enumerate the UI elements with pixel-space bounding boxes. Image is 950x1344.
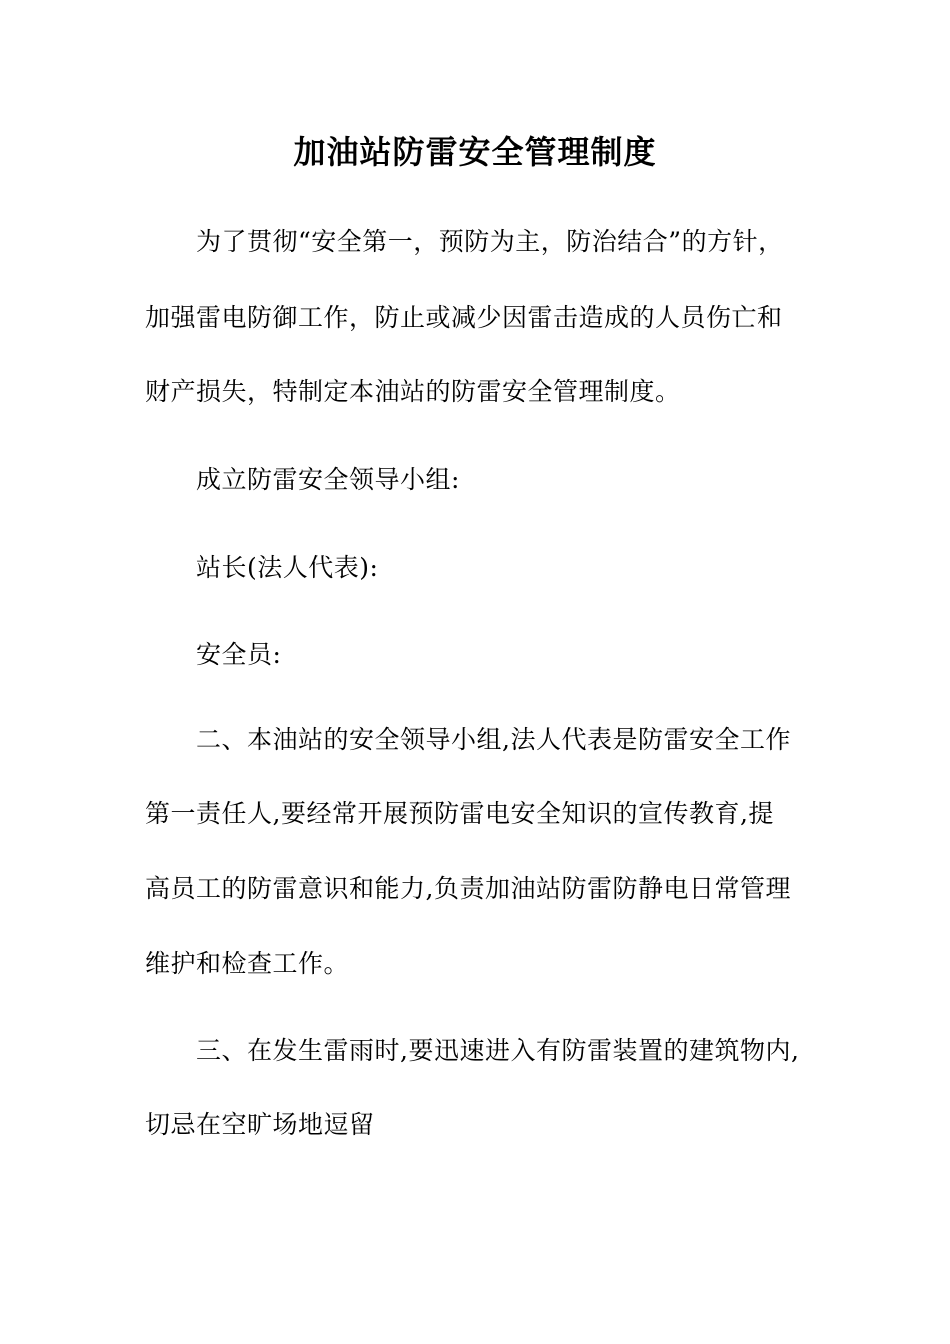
paragraph-line: 为了贯彻“安全第一，预防为主，防治结合”的方针， <box>196 227 784 256</box>
paragraph-line: 切忌在空旷场地逗留 <box>145 1110 375 1139</box>
paragraph-line: 维护和检查工作。 <box>145 949 350 978</box>
paragraph-line: 成立防雷安全领导小组: <box>196 465 460 494</box>
paragraph-line: 财产损失，特制定本油站的防雷安全管理制度。 <box>145 377 681 406</box>
paragraph-line: 二、本油站的安全领导小组,法人代表是防雷安全工作 <box>196 725 791 754</box>
paragraph-line: 三、在发生雷雨时,要迅速进入有防雷装置的建筑物内, <box>196 1036 800 1065</box>
paragraph-line: 第一责任人,要经常开展预防雷电安全知识的宣传教育,提 <box>145 799 774 828</box>
paragraph-line: 安全员: <box>196 640 282 669</box>
document-title: 加油站防雷安全管理制度 <box>293 133 657 171</box>
paragraph-line: 高员工的防雷意识和能力,负责加油站防雷防静电日常管理 <box>145 874 791 903</box>
paragraph-line: 站长(法人代表): <box>196 553 379 582</box>
paragraph-line: 加强雷电防御工作，防止或减少因雷击造成的人员伤亡和 <box>145 303 783 332</box>
